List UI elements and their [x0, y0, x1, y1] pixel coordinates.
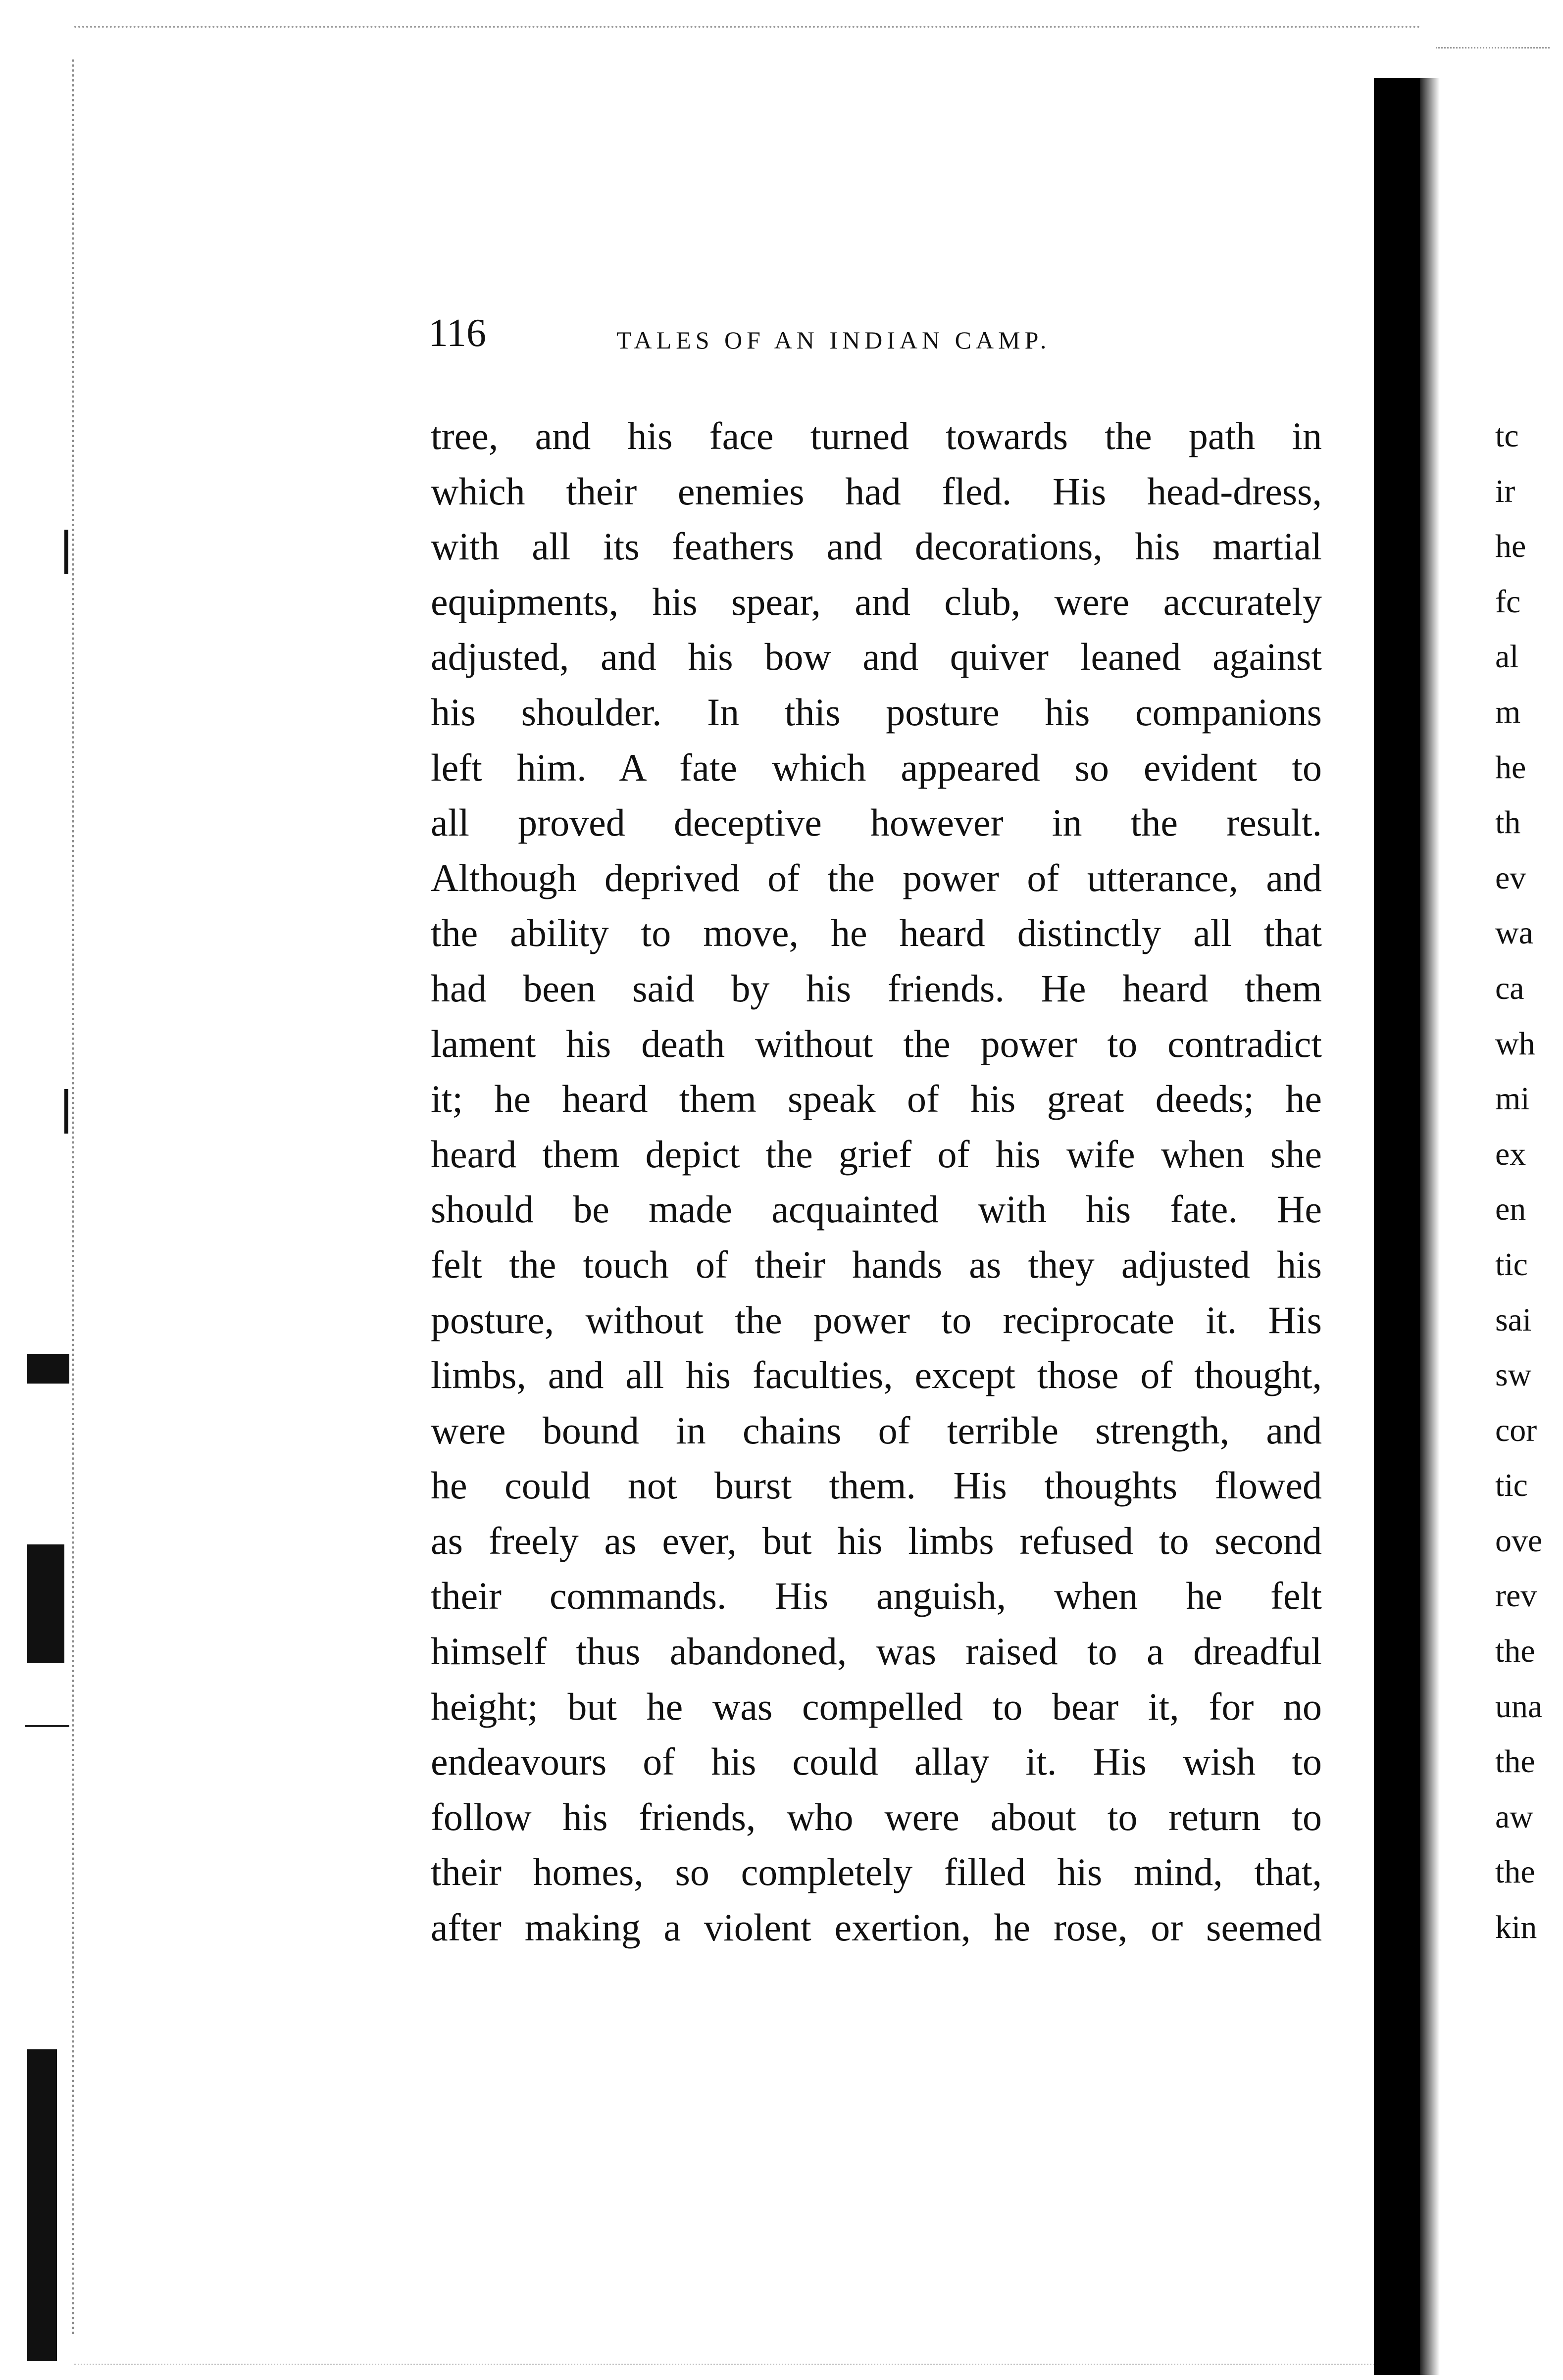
text-line: endeavours of his could allay it. His wish to [431, 1740, 1322, 1784]
facing-line-fragment: mi [1495, 1081, 1530, 1117]
scan-left-edge [72, 59, 74, 2336]
text-line: posture, without the power to reciprocate it. His [431, 1298, 1322, 1341]
text-line: adjusted, and his bow and quiver leaned against [431, 635, 1322, 679]
page-number: 116 [428, 311, 487, 355]
binding-tick [25, 1725, 69, 1727]
text-line: their commands. His anguish, when he felt [431, 1574, 1322, 1618]
facing-line-fragment: al [1495, 639, 1519, 675]
facing-line-fragment: sw [1495, 1357, 1532, 1393]
facing-line-fragment: the [1495, 1854, 1535, 1890]
facing-line-fragment: m [1495, 694, 1521, 730]
facing-line-fragment: ir [1495, 473, 1515, 509]
facing-line-fragment: th [1495, 804, 1521, 841]
binding-mark [64, 1089, 68, 1134]
facing-line-fragment: aw [1495, 1798, 1533, 1835]
text-line: after making a violent exertion, he rose, or seemed [431, 1906, 1322, 1949]
text-line: his shoulder. In this posture his companions [431, 690, 1322, 734]
scan-top-edge [74, 26, 1421, 28]
running-title: TALES OF AN INDIAN CAMP. [616, 326, 1051, 354]
text-line: with all its feathers and decorations, his martial [431, 525, 1322, 568]
facing-page-fragments [1495, 408, 1563, 1955]
facing-line-fragment: sai [1495, 1301, 1532, 1338]
facing-line-fragment: ex [1495, 1136, 1526, 1172]
body-text [431, 408, 1322, 1955]
text-line: Although deprived of the power of utterance, and [431, 856, 1322, 899]
text-line: felt the touch of their hands as they adjusted his [431, 1242, 1322, 1286]
binding-mark [64, 530, 68, 574]
text-line: himself thus abandoned, was raised to a dreadful [431, 1630, 1322, 1673]
facing-line-fragment: wa [1495, 915, 1533, 951]
text-line: height; but he was compelled to bear it, for no [431, 1685, 1322, 1728]
text-line: follow his friends, who were about to return to [431, 1795, 1322, 1838]
facing-line-fragment: ev [1495, 859, 1526, 896]
facing-line-fragment: ove [1495, 1522, 1543, 1559]
text-line: equipments, his spear, and club, were accurately [431, 580, 1322, 623]
gutter-fade [1420, 78, 1440, 2375]
facing-line-fragment: wh [1495, 1025, 1535, 1062]
facing-line-fragment: tc [1495, 418, 1519, 454]
text-line: had been said by his friends. He heard them [431, 966, 1322, 1010]
text-line: all proved deceptive however in the result. [431, 801, 1322, 844]
text-line: he could not burst them. His thoughts flowed [431, 1464, 1322, 1507]
binding-mark [27, 2049, 57, 2361]
facing-line-fragment: ca [1495, 970, 1524, 1006]
scan-bottom-edge [74, 2364, 1411, 2365]
binding-mark [27, 1544, 64, 1663]
text-line: were bound in chains of terrible strength, and [431, 1408, 1322, 1452]
facing-line-fragment: tic [1495, 1246, 1528, 1283]
text-line: their homes, so completely filled his mind, that, [431, 1850, 1322, 1894]
gutter-shadow [1374, 78, 1422, 2375]
text-line: limbs, and all his faculties, except those of thought, [431, 1353, 1322, 1397]
facing-line-fragment: en [1495, 1191, 1526, 1228]
facing-line-fragment: the [1495, 1633, 1535, 1670]
text-line: should be made acquainted with his fate. He [431, 1188, 1322, 1231]
facing-line-fragment: the [1495, 1743, 1535, 1780]
binding-mark [27, 1354, 69, 1384]
text-line: which their enemies had fled. His head-dress, [431, 469, 1322, 513]
facing-line-fragment: fc [1495, 583, 1521, 620]
scan-top-edge-right [1436, 47, 1550, 49]
text-line: as freely as ever, but his limbs refused to second [431, 1519, 1322, 1562]
facing-line-fragment: kin [1495, 1909, 1537, 1946]
facing-line-fragment: he [1495, 528, 1526, 565]
text-line: it; he heard them speak of his great deeds; he [431, 1077, 1322, 1121]
facing-line-fragment: una [1495, 1688, 1543, 1725]
facing-line-fragment: tic [1495, 1467, 1528, 1504]
text-line: tree, and his face turned towards the path in [431, 414, 1322, 457]
text-line: the ability to move, he heard distinctly all that [431, 911, 1322, 955]
text-line: heard them depict the grief of his wife when she [431, 1132, 1322, 1176]
text-line: lament his death without the power to contradict [431, 1022, 1322, 1065]
facing-line-fragment: he [1495, 749, 1526, 786]
text-line: left him. A fate which appeared so evident to [431, 745, 1322, 789]
facing-line-fragment: rev [1495, 1578, 1537, 1614]
running-head [428, 306, 1329, 360]
facing-line-fragment: cor [1495, 1412, 1537, 1448]
